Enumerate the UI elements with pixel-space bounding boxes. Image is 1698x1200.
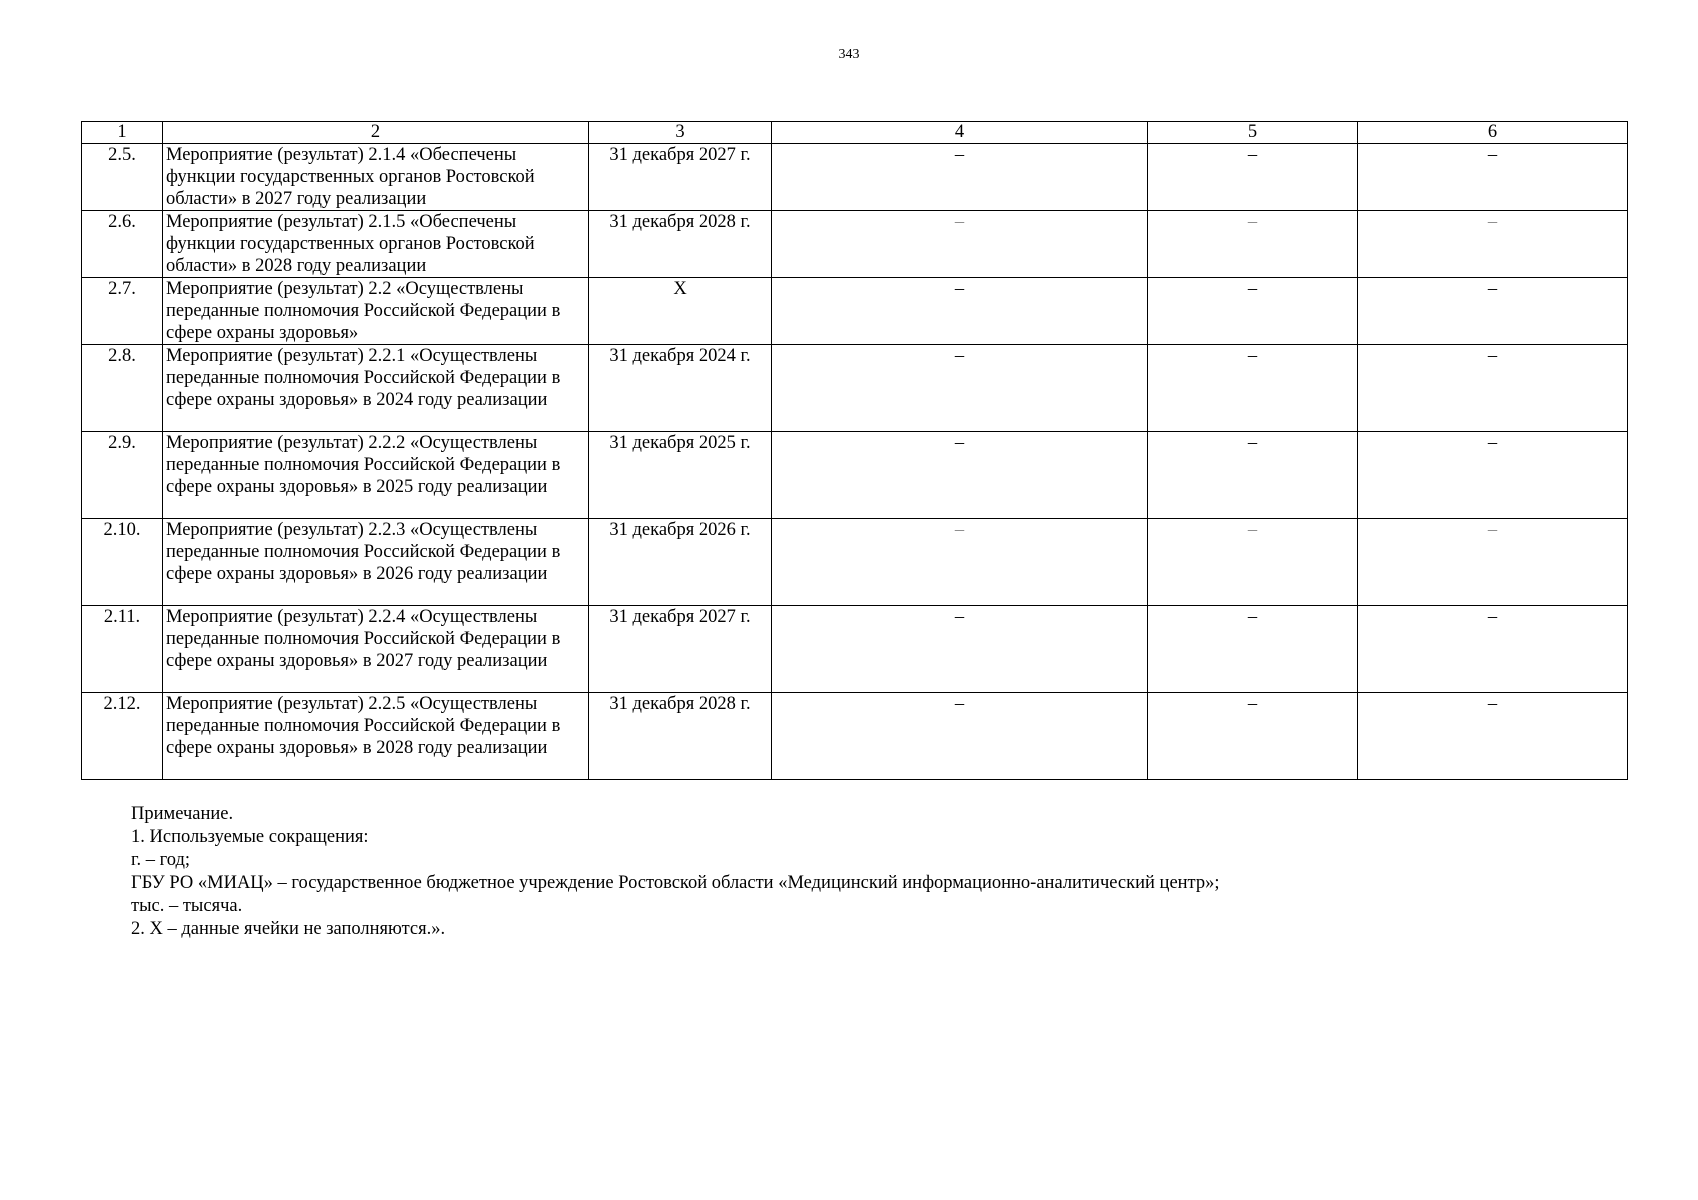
cell-col4: –: [772, 211, 1148, 278]
cell-col5: –: [1148, 211, 1358, 278]
abbreviation-thousand: тыс. – тысяча.: [131, 896, 243, 916]
abbreviation-year: г. – год;: [131, 850, 191, 870]
deadline-date: 31 декабря 2025 г.: [589, 432, 772, 519]
cell-col4: –: [772, 278, 1148, 345]
cell-col5: –: [1148, 606, 1358, 693]
cell-col6: –: [1358, 606, 1628, 693]
column-header: 5: [1148, 122, 1358, 144]
table-row: [82, 432, 1628, 519]
cell-col5: –: [1148, 144, 1358, 211]
column-header: 1: [82, 122, 163, 144]
row-number: 2.6.: [82, 211, 163, 278]
deadline-date: 31 декабря 2026 г.: [589, 519, 772, 606]
measure-name: Мероприятие (результат) 2.1.4 «Обеспечены функции государственных органов Ростовской области» в 2027 году реализации: [163, 144, 589, 211]
column-header: 4: [772, 122, 1148, 144]
column-header: 2: [163, 122, 589, 144]
table-row: [82, 606, 1628, 693]
cell-col4: –: [772, 144, 1148, 211]
cell-col6: –: [1358, 519, 1628, 606]
table-row: [82, 519, 1628, 606]
cell-col6: –: [1358, 144, 1628, 211]
row-number: 2.7.: [82, 278, 163, 345]
measure-name: Мероприятие (результат) 2.2.3 «Осуществлены переданные полномочия Российской Федерации в сфере охраны здоровья» в 2026 году реализации: [163, 519, 589, 606]
deadline-date: 31 декабря 2024 г.: [589, 345, 772, 432]
cell-col4: –: [772, 432, 1148, 519]
column-header: 6: [1358, 122, 1628, 144]
notes-title: Примечание.: [131, 804, 234, 824]
cell-col5: –: [1148, 432, 1358, 519]
table-row: [82, 278, 1628, 345]
cell-col5: –: [1148, 278, 1358, 345]
table-header-row: [82, 122, 1628, 144]
column-header: 3: [589, 122, 772, 144]
table-row: [82, 693, 1628, 780]
row-number: 2.8.: [82, 345, 163, 432]
row-number: 2.9.: [82, 432, 163, 519]
notes-item-x: 2. X – данные ячейки не заполняются.».: [131, 919, 446, 939]
cell-col6: –: [1358, 278, 1628, 345]
measure-name: Мероприятие (результат) 2.2 «Осуществлены переданные полномочия Российской Федерации в сфере охраны здоровья»: [163, 278, 589, 345]
deadline-date: 31 декабря 2027 г.: [589, 144, 772, 211]
row-number: 2.5.: [82, 144, 163, 211]
table-row: [82, 345, 1628, 432]
measure-name: Мероприятие (результат) 2.2.1 «Осуществлены переданные полномочия Российской Федерации в сфере охраны здоровья» в 2024 году реализации: [163, 345, 589, 432]
table-row: [82, 144, 1628, 211]
deadline-date: 31 декабря 2028 г.: [589, 693, 772, 780]
cell-col6: –: [1358, 693, 1628, 780]
row-number: 2.12.: [82, 693, 163, 780]
cell-col4: –: [772, 693, 1148, 780]
cell-col6: –: [1358, 345, 1628, 432]
page-number: 343: [838, 47, 860, 62]
cell-col4: –: [772, 606, 1148, 693]
cell-col4: –: [772, 519, 1148, 606]
cell-col5: –: [1148, 519, 1358, 606]
measure-name: Мероприятие (результат) 2.1.5 «Обеспечены функции государственных органов Ростовской области» в 2028 году реализации: [163, 211, 589, 278]
row-number: 2.11.: [82, 606, 163, 693]
cell-col6: –: [1358, 432, 1628, 519]
abbreviation-miac: ГБУ РО «МИАЦ» – государственное бюджетное учреждение Ростовской области «Медицинский информационно-аналитический центр»;: [131, 873, 1220, 893]
measure-name: Мероприятие (результат) 2.2.4 «Осуществлены переданные полномочия Российской Федерации в сфере охраны здоровья» в 2027 году реализации: [163, 606, 589, 693]
cell-col4: –: [772, 345, 1148, 432]
deadline-date: X: [589, 278, 772, 345]
results-table: [81, 121, 1628, 780]
cell-col5: –: [1148, 345, 1358, 432]
row-number: 2.10.: [82, 519, 163, 606]
table-row: [82, 211, 1628, 278]
deadline-date: 31 декабря 2027 г.: [589, 606, 772, 693]
measure-name: Мероприятие (результат) 2.2.5 «Осуществлены переданные полномочия Российской Федерации в сфере охраны здоровья» в 2028 году реализации: [163, 693, 589, 780]
deadline-date: 31 декабря 2028 г.: [589, 211, 772, 278]
notes-item-abbreviations: 1. Используемые сокращения:: [131, 827, 369, 847]
measure-name: Мероприятие (результат) 2.2.2 «Осуществлены переданные полномочия Российской Федерации в сфере охраны здоровья» в 2025 году реализации: [163, 432, 589, 519]
cell-col5: –: [1148, 693, 1358, 780]
cell-col6: –: [1358, 211, 1628, 278]
notes-section: [131, 803, 1611, 941]
